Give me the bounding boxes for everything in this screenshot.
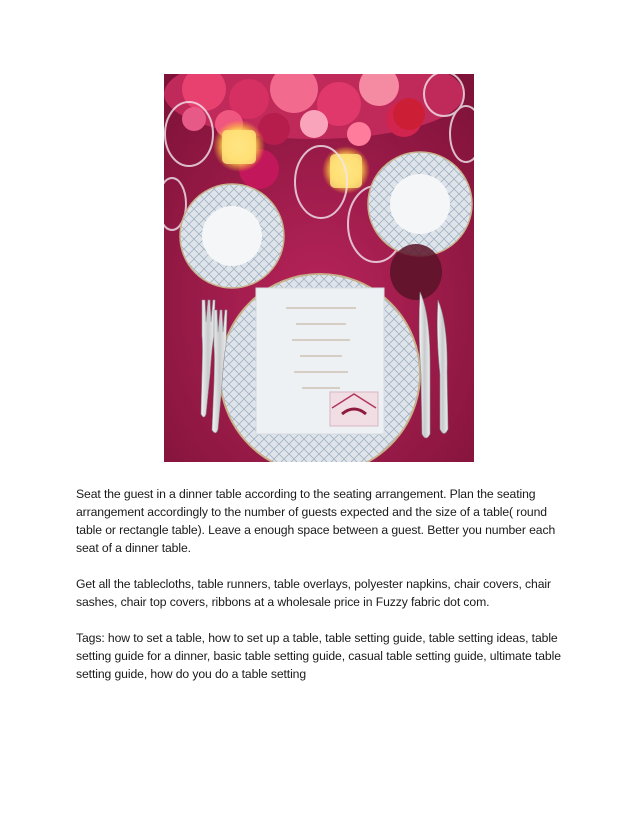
side-plate-left [180, 184, 284, 288]
side-plate-right [368, 152, 472, 256]
table-setting-photo [164, 74, 474, 462]
menu-card [256, 288, 384, 434]
tags-paragraph: Tags: how to set a table, how to set up a table, table setting guide, table setting ideas, table setting guide for a dinner, basic table setting guide, casual table setting guide, ultimate table setting guide, how do you do a table setting [76, 631, 561, 681]
table-setting-illustration [164, 74, 474, 462]
supplies-paragraph: Get all the tablecloths, table runners, table overlays, polyester napkins, chair covers, chair sashes, chair top covers, ribbons at a wholesale price in Fuzzy fabric dot com. [76, 577, 551, 609]
dark-wine-glass [390, 244, 442, 300]
seating-paragraph: Seat the guest in a dinner table according to the seating arrangement. Plan the seating arrangement accordingly to the number of guests expected and the size of a table( round table or rectangle table). Leave a enough space between a guest. Better you number each seat of a dinner table. [76, 487, 556, 555]
